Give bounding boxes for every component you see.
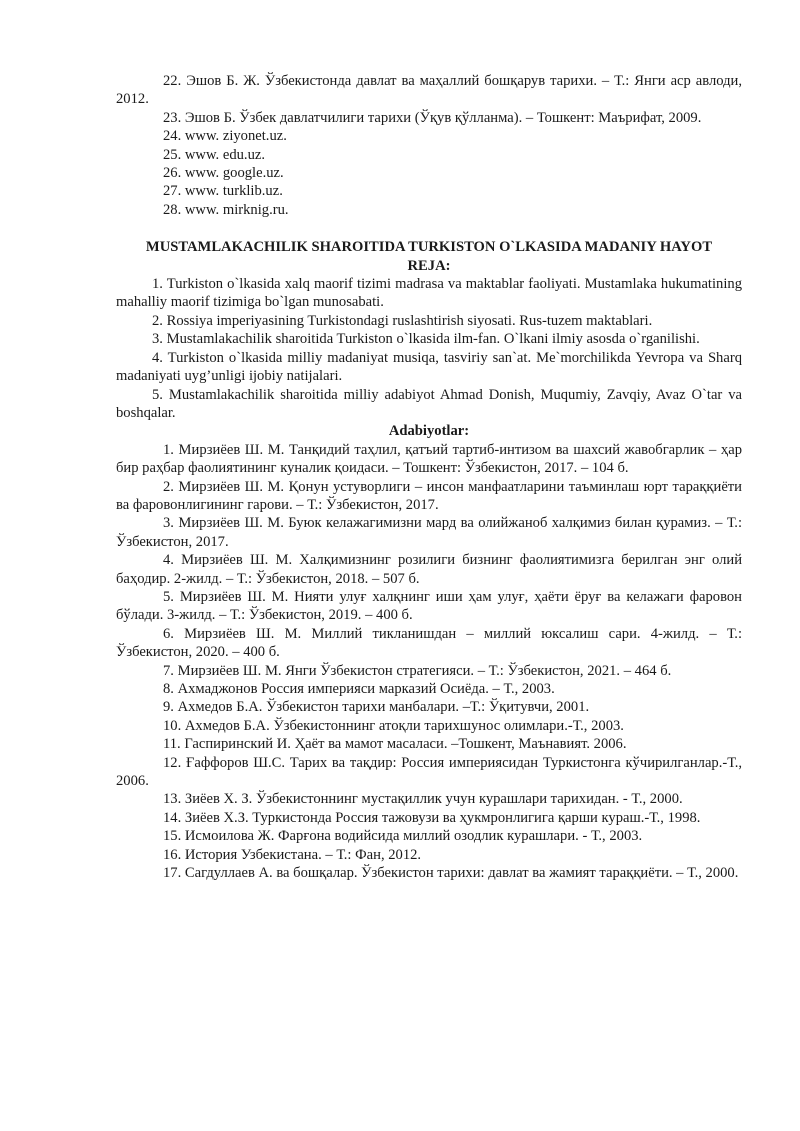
literature-entry: 6. Мирзиёев Ш. М. Миллий тикланишдан – миллий юксалиш сари. 4-жилд. – Т.: Ўзбекистон, 2020. – 400 б.: [116, 625, 742, 661]
plan-item: 1. Turkiston o`lkasida xalq maorif tizimi madrasa va maktablar faoliyati. Mustamlaka hukumatining mahalliy maorif tizimiga bo`lgan munosabati.: [116, 276, 742, 311]
literature-entry: 10. Ахмедов Б.А. Ўзбекистоннинг атоқли тарихшунос олимлари.-Т., 2003.: [163, 717, 624, 734]
web-reference: 27. www. turklib.uz.: [163, 183, 283, 200]
literature-entry: 13. Зиёев Х. З. Ўзбекистоннинг мустақиллик учун курашлари тарихидан. - Т., 2000.: [163, 791, 683, 808]
reference-entry: 22. Эшов Б. Ж. Ўзбекистонда давлат ва маҳаллий бошқарув тарихи. – Т.: Янги аср авлоди, 2012.: [116, 73, 742, 108]
plan-heading: REJA:: [407, 257, 451, 274]
plan-item: 2. Rossiya imperiyasining Turkistondagi ruslashtirish siyosati. Rus-tuzem maktablari.: [152, 312, 653, 329]
document-page: [116, 72, 742, 882]
literature-entry: 12. Ғаффоров Ш.С. Тарих ва тақдир: Россия империясидан Туркистонга кўчирилганлар.-Т., 2006.: [116, 754, 742, 790]
reference-entry: 23. Эшов Б. Ўзбек давлатчилиги тарихи (Ўқув қўлланма). – Тошкент: Маърифат, 2009.: [163, 109, 702, 126]
literature-entry: 16. История Узбекистана. – Т.: Фан, 2012.: [163, 846, 422, 863]
web-reference: 26. www. google.uz.: [163, 165, 284, 182]
literature-entry: 8. Ахмаджонов Россия империяси марказий Осиёда. – Т., 2003.: [163, 681, 555, 697]
plan-item: 4. Turkiston o`lkasida milliy madaniyat musiqa, tasviriy san`at. Me`morchilikda Yevropa va Sharq madaniyati uyg’unligi ijobiy natijalari.: [116, 349, 742, 385]
literature-entry: 15. Исмоилова Ж. Фарғона водийсида миллий озодлик курашлари. - Т., 2003.: [163, 828, 643, 845]
web-reference: 28. www. mirknig.ru.: [163, 201, 289, 218]
literature-entry: 17. Сагдуллаев А. ва бошқалар. Ўзбекистон тарихи: давлат ва жамият тараққиёти. – Т., 2000.: [163, 865, 739, 882]
section-title: MUSTAMLAKACHILIK SHAROITIDA TURKISTON O`LKASIDA MADANIY HAYOT: [145, 239, 713, 256]
literature-entry: 5. Мирзиёев Ш. М. Нияти улуғ халқнинг иши ҳам улуғ, ҳаёти ёруғ ва келажаги фаровон бўлади. 3-жилд. – Т.: Ўзбекистон, 2019. – 400 б.: [116, 588, 742, 624]
plan-item: 5. Mustamlakachilik sharoitida milliy adabiyot Ahmad Donish, Muqumiy, Zavqiy, Avaz O`tar va boshqalar.: [116, 386, 742, 421]
literature-entry: 7. Мирзиёев Ш. М. Янги Ўзбекистон стратегияси. – Т.: Ўзбекистон, 2021. – 464 б.: [163, 662, 672, 679]
literature-entry: 4. Мирзиёев Ш. М. Халқимизнинг розилиги бизнинг фаолиятимизга берилган энг олий баҳодир. 2-жилд. – Т.: Ўзбекистон, 2018. – 507 б.: [116, 552, 742, 587]
literature-entry: 2. Мирзиёев Ш. М. Қонун устуворлиги – инсон манфаатларини таъминлаш юрт тараққиёти ва фаровонлигининг гарови. – Т.: Ўзбекистон, 2017.: [116, 478, 742, 513]
literature-heading: Adabiyotlar:: [388, 423, 470, 440]
literature-entry: 9. Ахмедов Б.А. Ўзбекистон тарихи манбалари. –Т.: Ўқитувчи, 2001.: [163, 699, 590, 716]
web-reference: 25. www. edu.uz.: [163, 146, 265, 163]
literature-entry: 14. Зиёев Х.З. Туркистонда Россия тажовузи ва ҳукмронлигига қарши кураш.-Т., 1998.: [163, 809, 701, 826]
literature-entry: 11. Гаспиринский И. Ҳаёт ва мамот масаласи. –Тошкент, Маънавият. 2006.: [163, 736, 627, 753]
literature-entry: 1. Мирзиёев Ш. М. Танқидий таҳлил, қатъий тартиб-интизом ва шахсий жавобгарлик – ҳар бир раҳбар фаолиятининг куналик қоидаси. – Тошкент: Ўзбекистон, 2017. – 104 б.: [116, 441, 742, 477]
web-reference: 24. www. ziyonet.uz.: [163, 128, 287, 145]
plan-item: 3. Mustamlakachilik sharoitida Turkiston o`lkasida ilm-fan. O`lkani ilmiy asosda o`rganilishi.: [152, 331, 700, 348]
literature-entry: 3. Мирзиёев Ш. М. Буюк келажагимизни мард ва олийжаноб халқимиз билан қурамиз. – Т.: Ўзбекистон, 2017.: [116, 515, 742, 550]
